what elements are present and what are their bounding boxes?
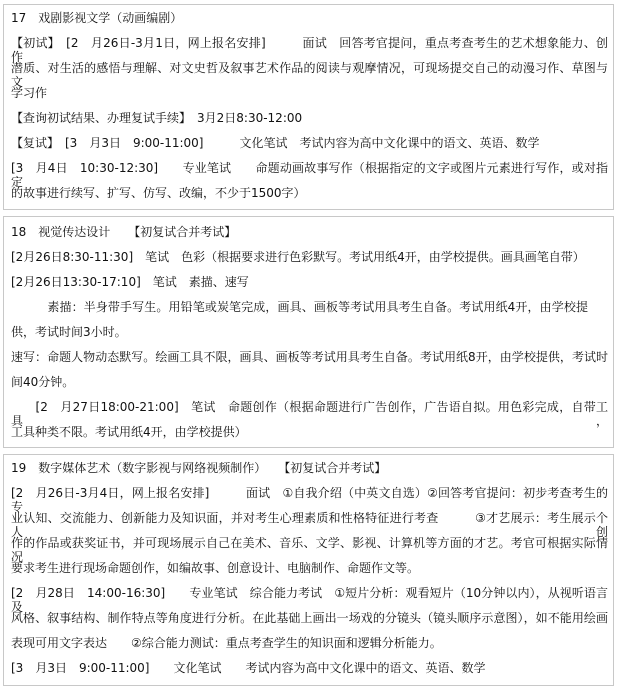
text-line: [3 月3日 9:00-11:00] 文化笔试 考试内容为高中文化课中的语文、英语、数学 (11, 661, 486, 675)
section-drama-film-literature (3, 4, 614, 210)
text-line: [3 月4日 10:30-12:30] 专业笔试 命题动画故事写作（根据指定的文字或图片元素进行写作，或对指定 (11, 161, 608, 189)
text-line: [2 月27日18:00-21:00] 笔试 命题创作（根据命题进行广告创作，广告语自拟。用色彩完成，自带工具， (11, 400, 608, 428)
text-line: 表现可用文字表达 ②综合能力测试：重点考查学生的知识面和逻辑分析能力。 (11, 636, 442, 650)
section-title: 18 视觉传达设计 【初复试合并考试】 (11, 225, 237, 239)
section-visual-communication-design (3, 216, 614, 448)
section-title: 19 数字媒体艺术（数字影视与网络视频制作） 【初复试合并考试】 (11, 461, 387, 475)
text-line: 供，考试时间3小时。 (11, 325, 127, 339)
text-line: 风格、叙事结构、制作特点等角度进行分析。在此基础上画出一场戏的分镜头（镜头顺序示意图），如不能用绘画 (11, 611, 608, 625)
text-line: 【初试】 [2 月26日-3月1日，网上报名安排] 面试 回答考官提问，重点考查考生的艺术想象能力、创作 (11, 36, 608, 64)
section-title: 17 戏剧影视文学（动画编剧） (11, 11, 183, 25)
text-line: 工具种类不限。考试用纸4开，由学校提供） (11, 425, 247, 439)
text-line: 素描：半身带手写生。用铅笔或炭笔完成，画具、画板等考试用具考生自备。考试用纸4开，由学校提 (11, 300, 588, 314)
text-line: 要求考生进行现场命题创作，如编故事、创意设计、电脑制作、命题作文等。 (11, 561, 420, 575)
text-line: [2 月28日 14:00-16:30] 专业笔试 综合能力考试 ①短片分析：观看短片（10分钟以内），从视听语言及 (11, 586, 608, 614)
text-line: 作的作品或获奖证书，并可现场展示自己在美术、音乐、文学、影视、计算机等方面的才艺。考官可根据实际情况 (11, 536, 608, 564)
section-digital-media-art (3, 454, 614, 686)
text-line: 【复试】 [3 月3日 9:00-11:00] 文化笔试 考试内容为高中文化课中的语文、英语、数学 (11, 136, 540, 150)
text-line: 【查询初试结果、办理复试手续】 3月2日8:30-12:00 (11, 111, 303, 125)
text-line: 潜质、对生活的感悟与理解、对文史哲及叙事艺术作品的阅读与观摩情况，可现场提交自己的动漫习作、草图与文 (11, 61, 608, 89)
text-line: [2月26日8:30-11:30] 笔试 色彩（根据要求进行色彩默写。考试用纸4开，由学校提供。画具画笔自带） (11, 250, 585, 264)
text-line: [2月26日13:30-17:10] 笔试 素描、速写 (11, 275, 249, 289)
text-line: 速写：命题人物动态默写。绘画工具不限，画具、画板等考试用具考生自备。考试用纸8开，由学校提供，考试时 (11, 350, 608, 364)
text-line: 的故事进行续写、扩写、仿写、改编，不少于1500字） (11, 186, 306, 200)
text-line: 学习作 (11, 86, 48, 100)
text-line: [2 月26日-3月4日，网上报名安排] 面试 ①自我介绍（中英文自选）②回答考官提问：初步考查考生的专 (11, 486, 608, 514)
text-line: 间40分钟。 (11, 375, 75, 389)
text-line: 业认知、交流能力、创新能力及知识面，并对考生心理素质和性格特征进行考查 ③才艺展示：考生展示个人创 (11, 511, 608, 539)
